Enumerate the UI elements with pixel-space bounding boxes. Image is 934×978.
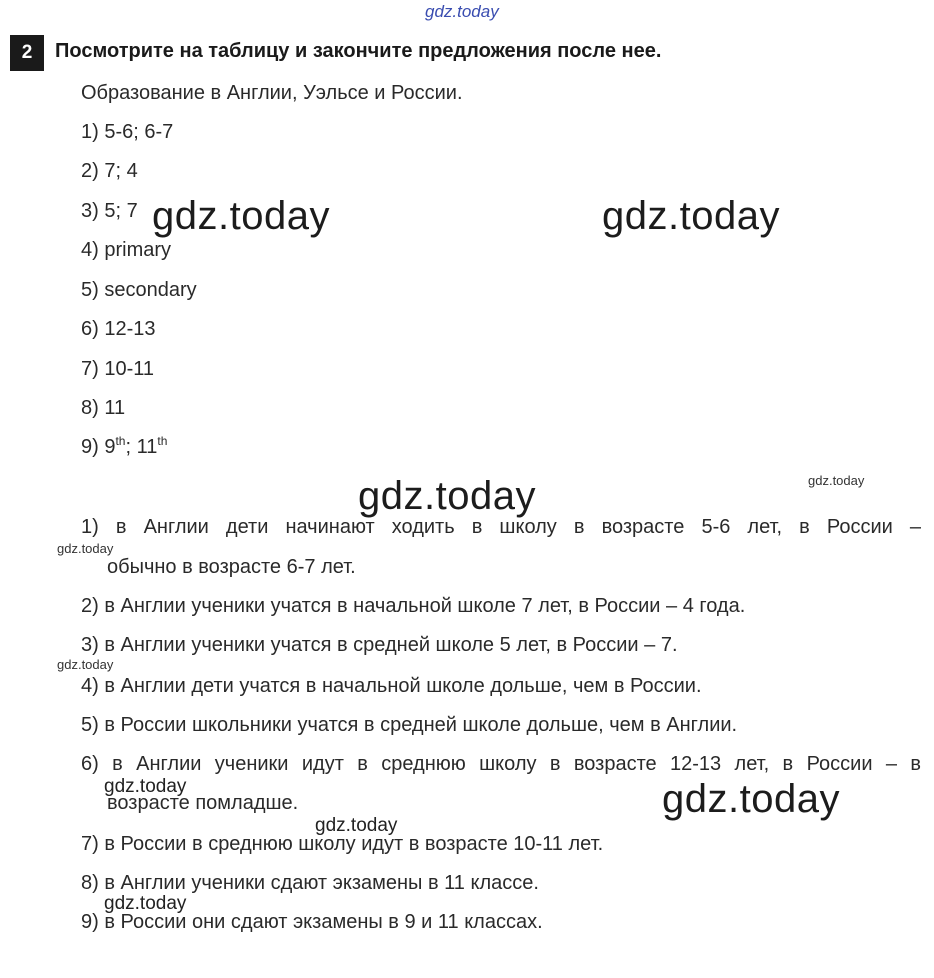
watermark-small-2: gdz.today <box>57 541 114 556</box>
watermark-big-4: gdz.today <box>662 777 840 821</box>
sentence-2: 2) в Англии ученики учатся в начальной школе 7 лет, в России – 4 года. <box>81 595 746 617</box>
answer-9-sup-2: th <box>157 434 168 448</box>
answer-7: 7) 10-11 <box>81 358 155 380</box>
watermark-big-1: gdz.today <box>152 194 330 238</box>
sentence-1-line-1: 1) в Англии дети начинают ходить в школу в возрасте 5-6 лет, в России – <box>81 516 921 538</box>
answer-9-prefix: 9) 9 <box>81 436 116 458</box>
sentence-1-line-2: обычно в возрасте 6-7 лет. <box>107 556 356 578</box>
answer-9-sup-1: th <box>115 434 126 448</box>
watermark-mid-2: gdz.today <box>315 815 398 836</box>
watermark-mid-3: gdz.today <box>104 893 187 914</box>
answer-5: 5) secondary <box>81 279 197 301</box>
answer-9 <box>81 436 167 459</box>
sentence-5: 5) в России школьники учатся в средней школе дольше, чем в Англии. <box>81 714 738 736</box>
sentence-7: 7) в России в среднюю школу идут в возрасте 10-11 лет. <box>81 833 604 855</box>
task-number-badge: 2 <box>10 35 44 71</box>
watermark-top: gdz.today <box>425 2 499 21</box>
answer-6: 6) 12-13 <box>81 318 156 340</box>
watermark-big-3: gdz.today <box>358 474 536 518</box>
answer-8: 8) 11 <box>81 397 126 419</box>
watermark-small-3: gdz.today <box>57 657 114 672</box>
watermark-mid-1: gdz.today <box>104 776 187 797</box>
watermark-small-1: gdz.today <box>808 473 865 488</box>
answer-4: 4) primary <box>81 239 172 261</box>
answer-9-mid: ; 11 <box>125 436 158 458</box>
sentence-3: 3) в Англии ученики учатся в средней школе 5 лет, в России – 7. <box>81 634 678 656</box>
answer-2: 2) 7; 4 <box>81 160 138 182</box>
sentence-4: 4) в Англии дети учатся в начальной школе дольше, чем в России. <box>81 675 702 697</box>
sentence-9: 9) в России они сдают экзамены в 9 и 11 классах. <box>81 911 543 933</box>
task-subtitle: Образование в Англии, Уэльсе и России. <box>81 82 463 104</box>
sentence-8: 8) в Англии ученики сдают экзамены в 11 классе. <box>81 872 539 894</box>
sentence-6-line-1: 6) в Англии ученики идут в среднюю школу в возрасте 12-13 лет, в России – в <box>81 753 921 775</box>
sentence-6-line-2: возрасте помладше. <box>107 792 299 814</box>
answer-3: 3) 5; 7 <box>81 200 138 222</box>
answer-1: 1) 5-6; 6-7 <box>81 121 174 143</box>
task-title: Посмотрите на таблицу и закончите предложения после нее. <box>55 40 662 62</box>
watermark-big-2: gdz.today <box>602 194 780 238</box>
